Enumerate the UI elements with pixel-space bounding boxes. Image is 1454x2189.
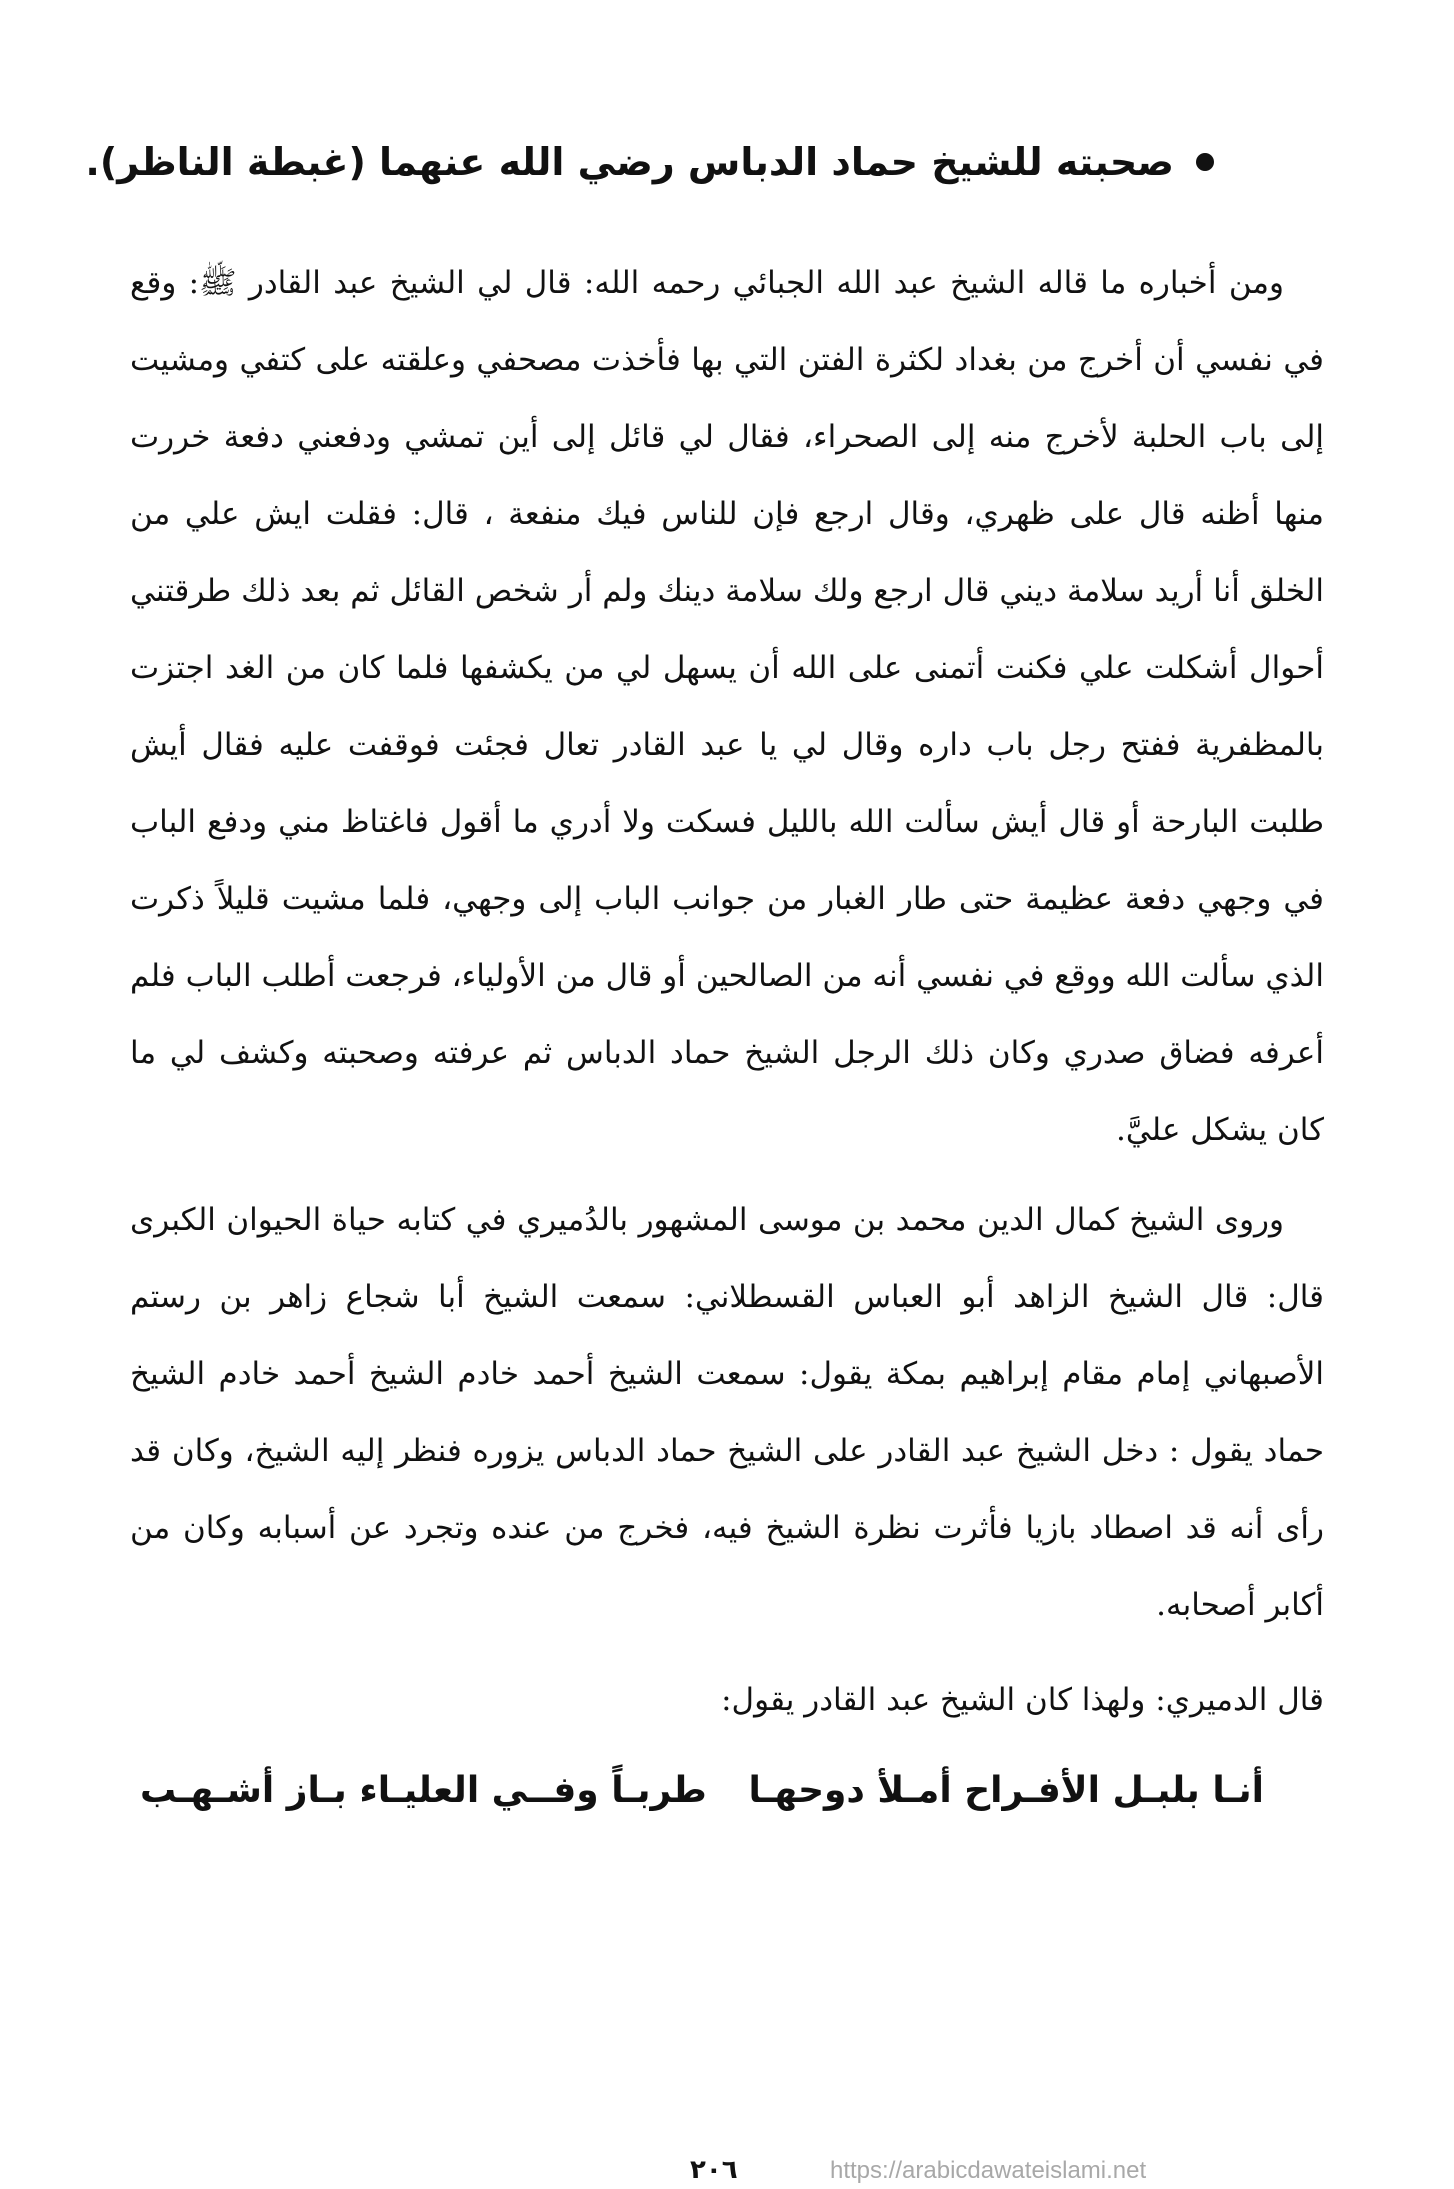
paragraph-1: ومن أخباره ما قاله الشيخ عبد الله الجبائي رحمه الله: قال لي الشيخ عبد القادر ﷺ: وقع في نفسي أن أخرج من بغداد لكثرة الفتن التي بها فأخذت مصحفي وعلقته على كتفي ومشيت إلى باب الحلبة لأخرج منه إلى الصحراء، فقال لي قائل إلى أين تمشي ودفعني دفعة خررت منها أظنه قال على ظهري، وقال ارجع فإن للناس فيك منفعة ، قال: فقلت ايش علي من الخلق أنا أريد سلامة ديني قال ارجع ولك سلامة دينك ولم أر شخص القائل ثم بعد ذلك طرقتني أحوال أشكلت علي فكنت أتمنى على الله أن يسهل لي من يكشفها فلما كان من الغد اجتزت بالمظفرية ففتح رجل باب داره وقال لي يا عبد القادر تعال فجئت فوقفت عليه فقال أيش طلبت البارحة أو قال أيش سألت الله بالليل فسكت ولا أدري ما أقول فاغتاظ مني ودفع الباب في وجهي دفعة عظيمة حتى طار الغبار من جوانب الباب إلى وجهي، فلما مشيت قليلاً ذكرت الذي سألت الله ووقع في نفسي أنه من الصالحين أو قال من الأولياء، فرجعت أطلب الباب فلم أعرفه فضاق صدري وكان ذلك الرجل الشيخ حماد الدباس ثم عرفته وصحبته وكشف لي ما كان يشكل عليَّ.	[130, 265, 1324, 1148]
bullet-icon	[1196, 153, 1214, 171]
poem-verse	[140, 1770, 1264, 1811]
page-footer	[0, 2155, 1454, 2189]
watermark-url: https://arabicdawateislami.net	[830, 2157, 1147, 2184]
section-heading-text: صحبته للشيخ حماد الدباس رضي الله عنهما (غبطة الناظر).	[85, 140, 1174, 184]
paragraph-2: وروى الشيخ كمال الدين محمد بن موسى المشهور بالدُميري في كتابه حياة الحيوان الكبرى قال: قال الشيخ الزاهد أبو العباس القسطلاني: سمعت الشيخ أبا شجاع زاهر بن رستم الأصبهاني إمام مقام إبراهيم بمكة يقول: سمعت الشيخ أحمد خادم الشيخ أحمد خادم الشيخ حماد يقول : دخل الشيخ عبد القادر على الشيخ حماد الدباس يزوره فنظر إليه الشيخ، وكان قد رأى أنه قد اصطاد بازيا فأثرت نظرة الشيخ فيه، فخرج من عنده وتجرد عن أسبابه وكان من أكابر أصحابه.	[130, 1202, 1324, 1623]
section-heading	[85, 140, 1214, 184]
paragraph-3: قال الدميري: ولهذا كان الشيخ عبد القادر يقول:	[721, 1682, 1324, 1718]
poem-hemistich-left: طربـاً وفــي العليـاء بـاز أشـهـب	[140, 1770, 707, 1811]
page-number: ٢٠٦	[690, 2155, 738, 2185]
poem-hemistich-right: أنـا بلبـل الأفـراح أمـلأ دوحهـا	[748, 1770, 1264, 1811]
